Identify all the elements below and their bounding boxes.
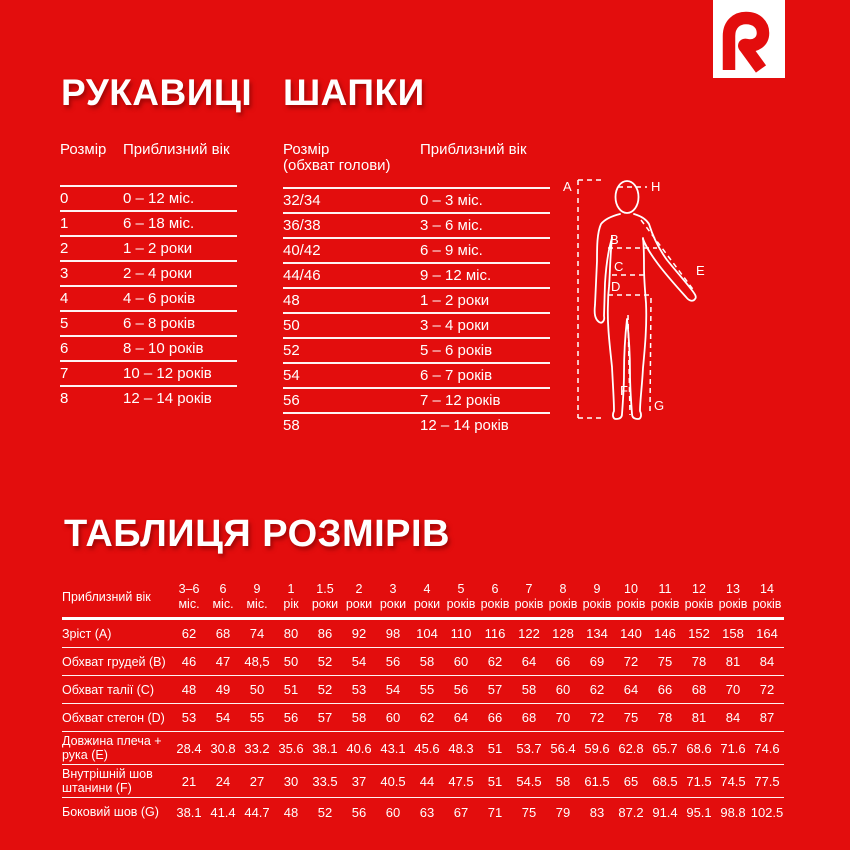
table-cell: 28.4: [176, 740, 202, 756]
table-cell: 30.8: [210, 740, 236, 756]
hats-table: [283, 142, 550, 442]
hats-col-size-line1: Розмір: [283, 141, 330, 158]
measurement-label: Внутрішній шов штанини (F): [62, 767, 153, 795]
table-cell: 75: [521, 804, 537, 820]
table-cell: 60: [385, 804, 401, 820]
table-cell: 61.5: [584, 773, 610, 789]
table-cell: 70: [555, 710, 571, 725]
table-row: [60, 260, 237, 285]
measurement-label: Обхват грудей (B): [62, 654, 166, 669]
age-column-unit: роки: [311, 597, 339, 611]
size-table-title: ТАБЛИЦЯ РОЗМІРІВ: [64, 513, 450, 555]
table-cell: 35.6: [278, 740, 304, 756]
measure-line-g: [650, 298, 651, 411]
table-cell: 46: [181, 654, 197, 669]
table-cell: 62: [589, 682, 605, 697]
table-row: [60, 360, 237, 385]
table-cell: 91.4: [652, 804, 678, 820]
table-cell: 68: [215, 626, 231, 641]
table-cell: 122: [518, 626, 540, 641]
size-value: 0: [60, 190, 69, 207]
age-column-value: 14: [760, 582, 774, 596]
table-cell: 152: [688, 626, 710, 641]
table-cell: 68.6: [686, 740, 712, 756]
age-column-value: 5: [457, 582, 465, 596]
table-row: [283, 362, 550, 387]
age-column-value: 13: [726, 582, 740, 596]
measurement-values: [172, 622, 784, 645]
size-table-age-columns: [172, 582, 784, 612]
size-value: 32/34: [283, 192, 321, 209]
table-cell: 47: [215, 654, 231, 669]
age-column-unit: рік: [283, 597, 299, 611]
figure-label-d: D: [611, 279, 621, 294]
age-column: [546, 582, 580, 612]
size-value: 58: [283, 417, 300, 434]
table-cell: 64: [521, 654, 537, 669]
size-value: 1: [60, 215, 69, 232]
table-cell: 44.7: [244, 804, 270, 820]
table-cell: 60: [555, 682, 571, 697]
age-column-unit: міс.: [246, 597, 268, 611]
table-row: [60, 235, 237, 260]
age-column: [750, 582, 784, 612]
size-value: 6: [60, 340, 69, 357]
table-cell: 45.6: [414, 740, 440, 756]
table-cell: 52: [317, 654, 333, 669]
age-value: 3 – 4 роки: [420, 317, 490, 334]
hats-col-size: [283, 142, 420, 174]
table-cell: 128: [552, 626, 574, 641]
age-column-unit: років: [718, 597, 748, 611]
size-table-header: [62, 582, 784, 620]
table-cell: 60: [453, 654, 469, 669]
table-cell: 75: [623, 710, 639, 725]
table-cell: 74: [249, 626, 265, 641]
table-cell: 48,5: [244, 654, 270, 669]
table-cell: 69: [589, 654, 605, 669]
table-row: [62, 620, 784, 648]
age-column-value: 8: [559, 582, 567, 596]
hats-title: ШАПКИ: [283, 72, 425, 113]
size-value: 54: [283, 367, 300, 384]
table-cell: 81: [725, 654, 741, 669]
age-column-value: 4: [423, 582, 431, 596]
measurement-values: [172, 734, 784, 762]
measurement-label: Довжина плеча + рука (E): [62, 734, 162, 762]
table-cell: 72: [623, 654, 639, 669]
size-value: 48: [283, 292, 300, 309]
table-cell: 74.5: [720, 773, 746, 789]
size-value: 3: [60, 265, 69, 282]
age-value: 8 – 10 років: [123, 340, 204, 357]
table-cell: 50: [249, 682, 265, 697]
table-cell: 53: [181, 710, 197, 725]
age-column-value: 3: [389, 582, 397, 596]
mittens-table-header: [60, 142, 237, 158]
table-cell: 74.6: [754, 740, 780, 756]
table-row: [283, 312, 550, 337]
hats-col-age: Приблизний вік: [420, 141, 527, 158]
table-row: [283, 387, 550, 412]
age-value: 0 – 3 міс.: [420, 192, 483, 209]
table-cell: 48: [283, 804, 299, 820]
table-cell: 58: [419, 654, 435, 669]
age-column-unit: років: [548, 597, 578, 611]
age-column-unit: років: [684, 597, 714, 611]
table-cell: 68: [521, 710, 537, 725]
table-cell: 43.1: [380, 740, 406, 756]
table-cell: 37: [351, 773, 367, 789]
measure-line-e: [641, 220, 695, 292]
table-cell: 52: [317, 682, 333, 697]
table-cell: 78: [691, 654, 707, 669]
size-value: 50: [283, 317, 300, 334]
figure-label-h: H: [651, 179, 661, 194]
size-table-header-label: Приблизний вік: [62, 590, 151, 604]
table-cell: 56: [453, 682, 469, 697]
age-column-unit: років: [650, 597, 680, 611]
table-cell: 71.6: [720, 740, 746, 756]
age-value: 1 – 2 роки: [420, 292, 490, 309]
table-row: [60, 335, 237, 360]
table-row: [283, 337, 550, 362]
table-cell: 63: [419, 804, 435, 820]
table-cell: 71.5: [686, 773, 712, 789]
measurement-values: [172, 650, 784, 673]
mittens-rows: [60, 185, 237, 410]
measurement-values: [172, 767, 784, 795]
table-cell: 55: [249, 710, 265, 725]
table-cell: 68.5: [652, 773, 678, 789]
age-column-value: 7: [525, 582, 533, 596]
age-value: 3 – 6 міс.: [420, 217, 483, 234]
age-value: 9 – 12 міс.: [420, 267, 492, 284]
age-column: [240, 582, 274, 612]
age-column-unit: років: [480, 597, 510, 611]
age-column-unit: роки: [345, 597, 373, 611]
table-cell: 110: [450, 626, 472, 641]
table-cell: 92: [351, 626, 367, 641]
table-cell: 49: [215, 682, 231, 697]
table-cell: 55: [419, 682, 435, 697]
table-row: [283, 212, 550, 237]
age-column: [274, 582, 308, 612]
age-column: [716, 582, 750, 612]
table-cell: 60: [385, 710, 401, 725]
table-cell: 54: [215, 710, 231, 725]
table-row: [60, 210, 237, 235]
table-cell: 48.3: [448, 740, 474, 756]
hats-rows: [283, 187, 550, 437]
table-row: [62, 676, 784, 704]
table-cell: 56: [351, 804, 367, 820]
table-cell: 57: [487, 682, 503, 697]
age-column: [376, 582, 410, 612]
table-cell: 98.8: [720, 804, 746, 820]
age-column-unit: міс.: [212, 597, 234, 611]
table-cell: 40.5: [380, 773, 406, 789]
age-value: 0 – 12 міс.: [123, 190, 195, 207]
table-cell: 66: [657, 682, 673, 697]
table-row: [60, 310, 237, 335]
mittens-col-size: Розмір: [60, 141, 107, 158]
table-cell: 48: [181, 682, 197, 697]
table-cell: 58: [351, 710, 367, 725]
hats-col-size-line2: (обхват голови): [283, 157, 391, 174]
table-cell: 53.7: [516, 740, 542, 756]
table-cell: 33.5: [312, 773, 338, 789]
table-cell: 140: [620, 626, 642, 641]
figure-label-c: C: [614, 259, 624, 274]
table-cell: 72: [589, 710, 605, 725]
table-cell: 47.5: [448, 773, 474, 789]
table-cell: 65.7: [652, 740, 678, 756]
size-value: 36/38: [283, 217, 321, 234]
age-column-value: 10: [624, 582, 638, 596]
age-column: [580, 582, 614, 612]
size-table-body: [62, 620, 784, 826]
table-row: [62, 648, 784, 676]
table-cell: 72: [759, 682, 775, 697]
age-column: [478, 582, 512, 612]
table-cell: 116: [484, 626, 506, 641]
table-cell: 102.5: [750, 804, 784, 820]
table-cell: 57: [317, 710, 333, 725]
table-row: [62, 732, 784, 765]
table-cell: 58: [521, 682, 537, 697]
measurement-label: Обхват стегон (D): [62, 710, 165, 725]
measurement-values: [172, 800, 784, 824]
age-value: 12 – 14 років: [123, 390, 212, 407]
age-column: [308, 582, 342, 612]
table-cell: 98: [385, 626, 401, 641]
age-column-unit: років: [616, 597, 646, 611]
table-cell: 21: [181, 773, 197, 789]
age-column-value: 1: [287, 582, 295, 596]
table-cell: 78: [657, 710, 673, 725]
age-column-value: 9: [253, 582, 261, 596]
size-value: 8: [60, 390, 69, 407]
table-row: [60, 385, 237, 410]
table-row: [283, 412, 550, 437]
table-cell: 68: [691, 682, 707, 697]
table-cell: 27: [249, 773, 265, 789]
table-cell: 87: [759, 710, 775, 725]
table-cell: 38.1: [312, 740, 338, 756]
table-cell: 56: [385, 654, 401, 669]
age-column-value: 6: [219, 582, 227, 596]
table-cell: 77.5: [754, 773, 780, 789]
table-cell: 95.1: [686, 804, 712, 820]
table-cell: 64: [623, 682, 639, 697]
age-column-value: 11: [658, 582, 672, 596]
table-cell: 59.6: [584, 740, 610, 756]
age-value: 12 – 14 років: [420, 417, 509, 434]
age-column: [682, 582, 716, 612]
age-column-unit: років: [446, 597, 476, 611]
age-column-value: 3–6: [178, 582, 200, 596]
size-value: 52: [283, 342, 300, 359]
figure-label-g: G: [654, 398, 665, 413]
age-value: 4 – 6 років: [123, 290, 196, 307]
age-value: 5 – 6 років: [420, 342, 493, 359]
size-value: 44/46: [283, 267, 321, 284]
table-cell: 62: [181, 626, 197, 641]
age-column-unit: роки: [379, 597, 407, 611]
age-value: 1 – 2 роки: [123, 240, 193, 257]
age-column-unit: роки: [413, 597, 441, 611]
age-column: [342, 582, 376, 612]
age-value: 6 – 18 міс.: [123, 215, 195, 232]
table-cell: 58: [555, 773, 571, 789]
table-cell: 146: [654, 626, 676, 641]
table-cell: 134: [586, 626, 608, 641]
size-value: 56: [283, 392, 300, 409]
table-row: [283, 287, 550, 312]
size-value: 4: [60, 290, 69, 307]
table-cell: 51: [487, 773, 503, 789]
table-cell: 104: [416, 626, 438, 641]
table-cell: 62: [487, 654, 503, 669]
table-cell: 54: [351, 654, 367, 669]
table-cell: 65: [623, 773, 639, 789]
table-row: [283, 262, 550, 287]
body-measurement-diagram: [555, 163, 705, 427]
mittens-table: [60, 142, 237, 412]
brand-logo: [713, 0, 785, 78]
age-column: [512, 582, 546, 612]
table-cell: 52: [317, 804, 333, 820]
size-value: 5: [60, 315, 69, 332]
mittens-title: РУКАВИЦІ: [61, 72, 253, 113]
table-cell: 79: [555, 804, 571, 820]
hats-table-header: [283, 142, 550, 174]
size-value: 7: [60, 365, 69, 382]
age-value: 6 – 7 років: [420, 367, 493, 384]
table-cell: 56: [283, 710, 299, 725]
age-column-unit: років: [582, 597, 612, 611]
table-row: [62, 765, 784, 798]
table-row: [283, 237, 550, 262]
age-value: 7 – 12 років: [420, 392, 501, 409]
table-cell: 158: [722, 626, 744, 641]
figure-label-f: F: [620, 383, 628, 398]
table-cell: 41.4: [210, 804, 236, 820]
age-column-unit: міс.: [178, 597, 200, 611]
age-column: [206, 582, 240, 612]
table-cell: 66: [487, 710, 503, 725]
figure-head: [616, 181, 639, 213]
body-figure-icon: [555, 163, 705, 427]
age-column-unit: років: [752, 597, 782, 611]
age-value: 6 – 9 міс.: [420, 242, 483, 259]
table-cell: 24: [215, 773, 231, 789]
table-row: [62, 798, 784, 826]
table-row: [60, 285, 237, 310]
table-cell: 87.2: [618, 804, 644, 820]
table-cell: 164: [756, 626, 778, 641]
table-cell: 75: [657, 654, 673, 669]
measurement-legend: [712, 183, 812, 195]
age-column-value: 12: [692, 582, 706, 596]
figure-label-e: E: [696, 263, 705, 278]
age-value: 6 – 8 років: [123, 315, 196, 332]
age-column: [410, 582, 444, 612]
age-column: [172, 582, 206, 612]
age-column-value: 6: [491, 582, 499, 596]
table-cell: 53: [351, 682, 367, 697]
age-column-unit: років: [514, 597, 544, 611]
mittens-col-age: Приблизний вік: [123, 141, 230, 158]
table-cell: 33.2: [244, 740, 270, 756]
table-cell: 66: [555, 654, 571, 669]
age-value: 10 – 12 років: [123, 365, 212, 382]
age-column: [444, 582, 478, 612]
age-column: [648, 582, 682, 612]
table-cell: 54.5: [516, 773, 542, 789]
age-column-value: 1.5: [316, 582, 334, 596]
table-cell: 51: [487, 740, 503, 756]
table-cell: 50: [283, 654, 299, 669]
age-column-value: 2: [355, 582, 363, 596]
table-cell: 44: [419, 773, 435, 789]
figure-label-b: B: [610, 232, 619, 247]
age-column-value: 9: [593, 582, 601, 596]
measurement-label: Зріст (A): [62, 626, 112, 641]
table-cell: 54: [385, 682, 401, 697]
table-cell: 84: [759, 654, 775, 669]
table-row: [62, 704, 784, 732]
table-cell: 81: [691, 710, 707, 725]
table-cell: 40.6: [346, 740, 372, 756]
age-value: 2 – 4 роки: [123, 265, 193, 282]
table-row: [60, 185, 237, 210]
table-cell: 64: [453, 710, 469, 725]
figure-label-a: A: [563, 179, 572, 194]
table-cell: 38.1: [176, 804, 202, 820]
size-value: 40/42: [283, 242, 321, 259]
table-cell: 86: [317, 626, 333, 641]
table-cell: 56.4: [550, 740, 576, 756]
age-column: [614, 582, 648, 612]
table-cell: 71: [487, 804, 503, 820]
table-cell: 62.8: [618, 740, 644, 756]
size-value: 2: [60, 240, 69, 257]
table-cell: 84: [725, 710, 741, 725]
measurement-label: Боковий шов (G): [62, 805, 159, 819]
table-cell: 83: [589, 804, 605, 820]
measurement-values: [172, 706, 784, 729]
measurement-values: [172, 678, 784, 701]
table-cell: 80: [283, 626, 299, 641]
size-table: [62, 582, 784, 826]
table-row: [283, 187, 550, 212]
table-cell: 67: [453, 804, 469, 820]
table-cell: 70: [725, 682, 741, 697]
table-cell: 30: [283, 773, 299, 789]
measurement-label: Обхват талії (C): [62, 682, 154, 697]
table-cell: 51: [283, 682, 299, 697]
table-cell: 62: [419, 710, 435, 725]
brand-r-logo-icon: [713, 0, 785, 78]
